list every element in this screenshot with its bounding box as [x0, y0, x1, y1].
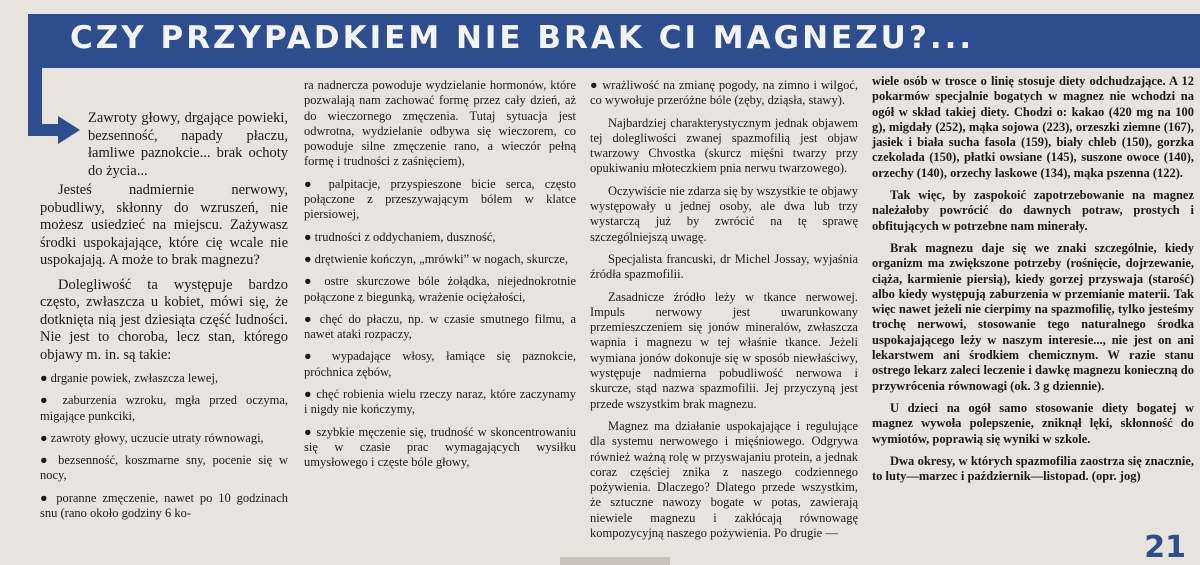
bullet-item: ● zaburzenia wzroku, mgła przed oczyma, migające punkciki,	[40, 393, 288, 423]
paragraph: Brak magnezu daje się we znaki szczególnie, kiedy organizm ma zwiększone potrzeby (rośnięcie, dojrzewanie, ciąża, karmienie piersią), kiedy gorzej przyswaja (starość) albo kiedy występują zaburzenia w przemianie materii. Tak więc nawet jeżeli nie cierpimy na spazmofilię, tylko jesteśmy trochę nerwowi, stosowanie tego naturalnego środka uspokajającego leży w naszym interesie..., nie jest on ani lekarstwem ani środkiem chemicznym. W razie stanu ostrego lekarz zaleci leczenie i dawkę magnezu konieczną do przywrócenia równowagi (ok. 3 g dziennie).	[872, 240, 1194, 393]
bullet-item: ● ostre skurczowe bóle żołądka, niejednokrotnie połączone z biegunką, wrażenie ociężałości,	[304, 274, 576, 304]
bullet-item: ● wypadające włosy, łamiące się paznokcie, próchnica zębów,	[304, 349, 576, 379]
bullet-item: ● wrażliwość na zmianę pogody, na zimno i wilgoć, co wywołuje przeróżne bóle (zęby, dziąsła, stawy).	[590, 78, 858, 108]
paragraph: Tak więc, by zaspokoić zapotrzebowanie na magnez należałoby powrócić do dawnych potraw, prostych i obfitujących w potrzebne nam minerały.	[872, 188, 1194, 233]
bullet-item: ● poranne zmęczenie, nawet po 10 godzinach snu (rano około godziny 6 ko-	[40, 490, 288, 521]
column-4	[872, 74, 1194, 491]
paragraph: Oczywiście nie zdarza się by wszystkie te objawy występowały u jednej osoby, ale dwa lub trzy wystarczą już by zwrócić na tę sprawę szczególniejszą uwagę.	[590, 183, 858, 244]
bullet-item: ● zawroty głowy, uczucie utraty równowagi,	[40, 430, 264, 445]
print-strip	[560, 557, 670, 565]
column-1	[40, 182, 288, 528]
bullet-item: ● palpitacje, przyspieszone bicie serca, często połączone z przeszywającym bólem w klatce piersiowej,	[304, 176, 576, 222]
arrow-icon	[58, 116, 80, 144]
article-headline: CZY PRZYPADKIEM NIE BRAK CI MAGNEZU?...	[70, 20, 975, 56]
lead-paragraph: Zawroty głowy, drgające powieki, bezsenność, napady płaczu, łamliwe paznokcie... brak ochoty do życia...	[88, 110, 288, 179]
bullet-item: ● chęć robienia wielu rzeczy naraz, które zaczynamy i nigdy nie kończymy,	[304, 387, 576, 417]
paragraph: ra nadnercza powoduje wydzielanie hormonów, które pozwalają nam zachować formę przez cały dzień, aż do wieczornego zmęczenia. Tutaj sytuacja jest odwrotna, wydzielanie odbywa się wieczorem, co powoduje silne zmęczenie rano, a wieczór pełną formę i trudności z zaśnięciem),	[304, 78, 576, 169]
paragraph: Dwa okresy, w których spazmofilia zaostrza się znacznie, to luty—marzec i październik—listopad. (opr. jog)	[872, 453, 1194, 484]
paragraph: Najbardziej charakterystycznym jednak objawem tej dolegliwości zwanej spazmofilią jest objaw twarzowy Chvostka (skurcz mięśni twarzy przy opukiwaniu młoteczkiem pnia nerwu twarzowego).	[590, 115, 858, 176]
paragraph: Dolegliwość ta występuje bardzo często, zwłaszcza u kobiet, mówi się, że dotknięta nią jest dziesiąta część ludności. Nie jest to choroba, lecz stan, którego objawy m. in. są takie:	[40, 276, 288, 363]
paragraph: Specjalista francuski, dr Michel Jossay, wyjaśnia źródła spazmofilii.	[590, 251, 858, 282]
bullet-item: ● bezsenność, koszmarne sny, pocenie się w nocy,	[40, 453, 288, 483]
bullet-item: ● drętwienie kończyn, „mrówki” w nogach, skurcze,	[304, 251, 569, 266]
column-2	[304, 78, 576, 478]
bullet-item: ● trudności z oddychaniem, duszność,	[304, 229, 496, 244]
paragraph: wiele osób w trosce o linię stosuje diety odchudzające. A 12 pokarmów specjalnie bogatych w magnez nie wchodzi na ogół w skład takiej diety. Chodzi o: kakao (420 mg na 100 g), migdały (252), mąka sojowa (223), orzeszki ziemne (167), jasiek i biała sucha fasola (159), biały chleb (150), gorzka czekolada (150), płatki owsiane (145), suszone owoce (140), orzechy (140), orzechy laskowe (134), mąka pszenna (122).	[872, 74, 1194, 180]
paragraph: Jesteś nadmiernie nerwowy, pobudliwy, skłonny do wzruszeń, nie możesz usiedzieć na miejscu. Zażywasz środki uspokajające, które cię wcale nie uspokajają. A może to brak magnezu?	[40, 182, 288, 268]
page-number: 21	[1144, 530, 1186, 565]
column-3	[590, 78, 858, 548]
bullet-item: ● szybkie męczenie się, trudność w skoncentrowaniu się w czasie prac wymagających wysiłku umysłowego i częste bóle głowy,	[304, 424, 576, 470]
decorative-bracket-foot	[28, 124, 60, 136]
paragraph: Zasadnicze źródło leży w tkance nerwowej. Impuls nerwowy jest uwarunkowany przemieszczeniem się jonów mineralów, zwłaszcza wapnia i magnezu w tej właśnie tkance. Jeżeli wymiana jonów dokonuje się w sposób niewłaściwy, występuje nadmierna pobudliwość nerwowa i skurcze, stąd nazwa spazmofilii. Jej przyczyną jest przede wszystkim brak magnezu.	[590, 289, 858, 411]
bullet-item: ● drganie powiek, zwłaszcza lewej,	[40, 371, 219, 385]
bullet-item: ● chęć do płaczu, np. w czasie smutnego filmu, a nawet ataki rozpaczy,	[304, 311, 576, 342]
paragraph: U dzieci na ogół samo stosowanie diety bogatej w magnez wywoła polepszenie, zniknął lęki, skłonność do wymiotów, poprawią się wyniki w szkole.	[872, 400, 1194, 446]
paragraph: Magnez ma działanie uspokajające i regulujące dla systemu nerwowego i mięśniowego. Odgrywa również ważną rolę w przyswajaniu protein, a jednak coraz częściej znika z naszego codziennego pożywienia. Dlaczego? Dlatego przede wszystkim, że sztuczne nawozy bogate w potas, zawierają niewiele magnezu i zakłócają równowagę kompozycyjną naszego pożywienia. Po drugie —	[590, 418, 858, 541]
